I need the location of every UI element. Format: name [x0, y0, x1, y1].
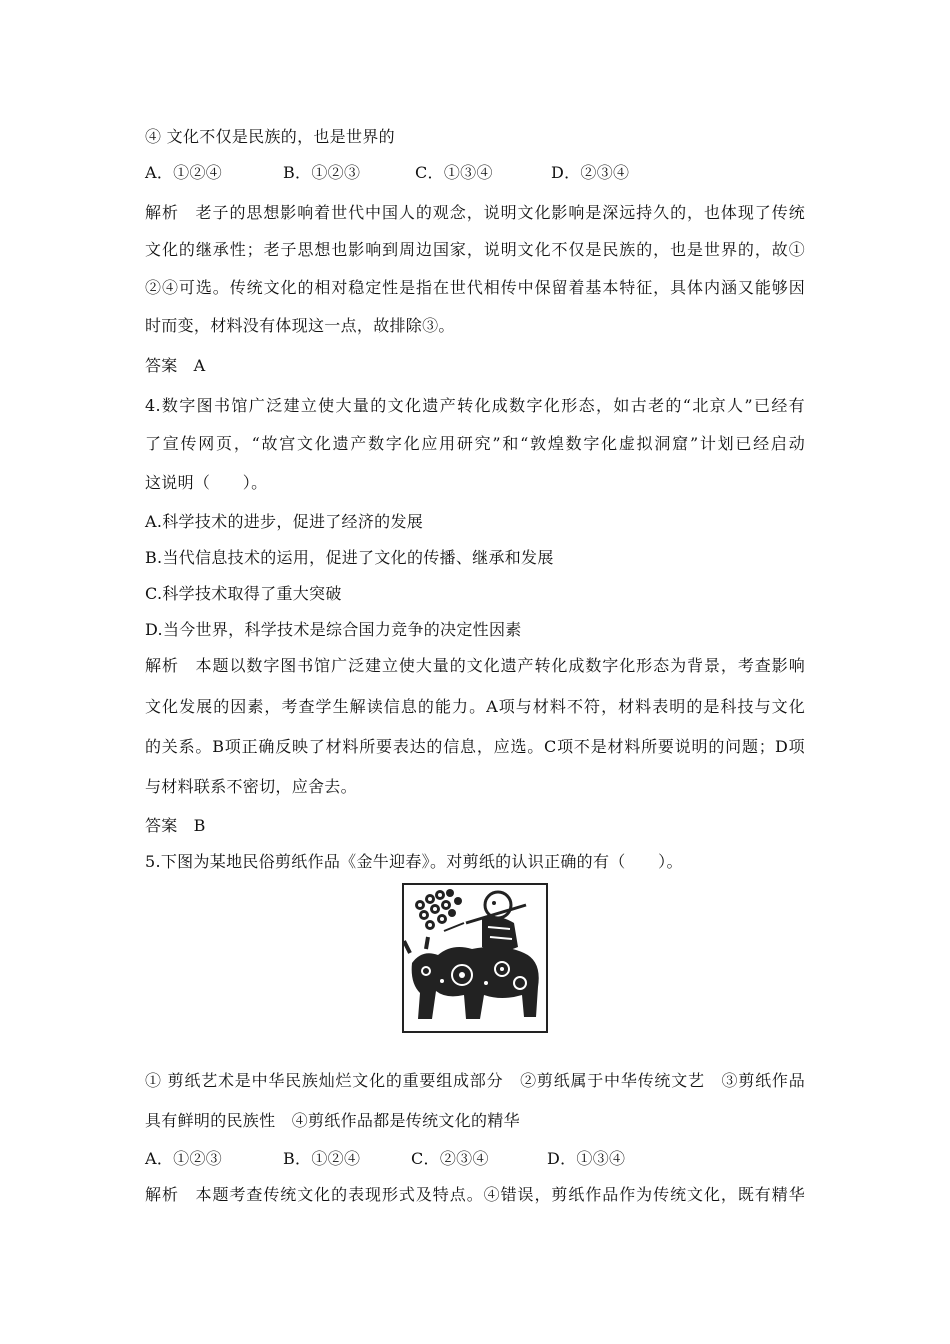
q4-option-a: A.科学技术的进步，促进了经济的发展	[145, 512, 424, 531]
q3-option-d: D．②③④	[551, 163, 630, 182]
q4-analysis-label: 解析	[145, 656, 179, 675]
q4-stem-line-3: 这说明（ ）。	[145, 473, 268, 492]
q3-analysis-line-1: 解析 老子的思想影响着世代中国人的观念，说明文化影响是深远持久的，也体现了传统	[145, 203, 805, 222]
q3-options	[145, 163, 629, 183]
q3-analysis-line-2: 文化的继承性；老子思想也影响到周边国家，说明文化不仅是民族的，也是世界的，故①	[145, 240, 805, 259]
q5-items-line-1: ① 剪纸艺术是中华民族灿烂文化的重要组成部分 ②剪纸属于中华传统文艺 ③剪纸作品	[145, 1071, 805, 1090]
q5-stem: 5.下图为某地民俗剪纸作品《金牛迎春》。对剪纸的认识正确的有（ ）。	[145, 852, 683, 871]
q3-option-b: B．①②③	[283, 163, 361, 182]
q5-option-d: D．①③④	[547, 1149, 626, 1168]
q4-analysis-line-1: 解析 本题以数字图书馆广泛建立使大量的文化遗产转化成数字化形态为背景，考查影响	[145, 656, 805, 675]
q4-option-c: C.科学技术取得了重大突破	[145, 584, 342, 603]
q5-options	[145, 1149, 625, 1169]
q4-answer	[145, 816, 206, 836]
q3-answer	[145, 356, 205, 376]
q3-option-c: C．①③④	[415, 163, 493, 182]
q4-stem-line-1: 4.数字图书馆广泛建立使大量的文化遗产转化成数字化形态，如古老的“北京人”已经有	[145, 396, 805, 415]
q3-analysis-line-4: 时而变，材料没有体现这一点，故排除③。	[145, 316, 455, 335]
q3-analysis-line-3: ②④可选。传统文化的相对稳定性是指在世代相传中保留着基本特征，具体内涵又能够因	[145, 278, 805, 297]
q5-analysis-line-1: 解析 本题考查传统文化的表现形式及特点。④错误，剪纸作品作为传统文化，既有精华	[145, 1185, 805, 1204]
q3-answer-label: 答案	[145, 356, 178, 375]
q5-option-c: C．②③④	[411, 1149, 489, 1168]
q5-option-a: A．①②③	[145, 1149, 223, 1168]
q5-option-b: B．①②④	[283, 1149, 361, 1168]
q4-analysis-line-2: 文化发展的因素，考查学生解读信息的能力。A项与材料不符，材料表明的是科技与文化	[145, 697, 805, 716]
q5-items-line-2: 具有鲜明的民族性 ④剪纸作品都是传统文化的精华	[145, 1111, 520, 1130]
q5-analysis-label: 解析	[145, 1185, 179, 1204]
q4-stem-line-2: 了宣传网页，“故宫文化遗产数字化应用研究”和“敦煌数字化虚拟洞窟”计划已经启动	[145, 434, 805, 453]
q4-option-d: D.当今世界，科学技术是综合国力竞争的决定性因素	[145, 620, 522, 639]
q4-analysis-line-4: 与材料联系不密切，应舍去。	[145, 777, 357, 796]
q3-answer-value: A	[193, 356, 206, 375]
q4-option-b: B.当代信息技术的运用，促进了文化的传播、继承和发展	[145, 548, 554, 567]
q3-analysis-label: 解析	[145, 203, 179, 222]
q3-item-4: ④ 文化不仅是民族的，也是世界的	[145, 127, 395, 146]
paper-cut-ox-image	[402, 883, 548, 1033]
q4-answer-label: 答案	[145, 816, 178, 835]
q4-analysis-line-3: 的关系。B项正确反映了材料所要表达的信息，应选。C项不是材料所要说明的问题；D项	[145, 737, 805, 756]
q4-answer-value: B	[193, 816, 206, 835]
q3-option-a: A．①②④	[145, 163, 223, 182]
